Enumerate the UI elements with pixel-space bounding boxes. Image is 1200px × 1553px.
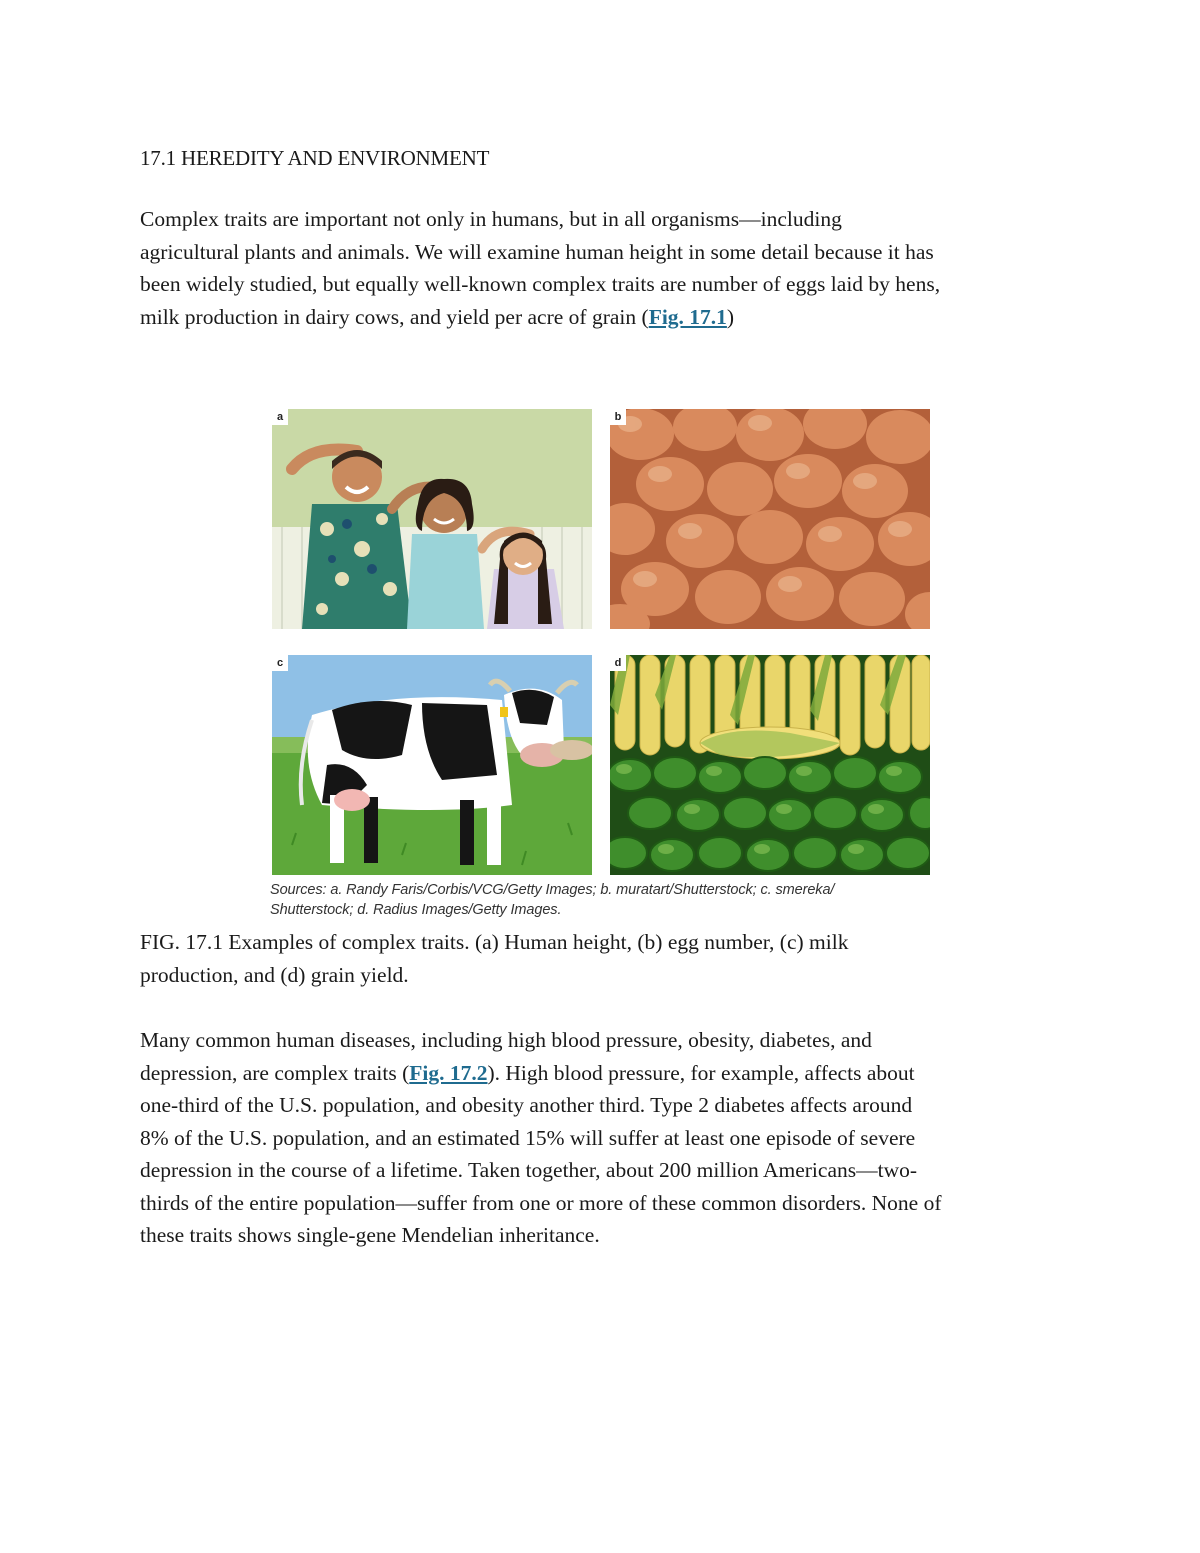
paragraph-line: 8% of the U.S. population, and an estimated 15% will suffer at least one episode of severe xyxy=(140,1125,916,1150)
figure-17-1 xyxy=(272,409,932,919)
paragraph-line: Many common human diseases, including high blood pressure, obesity, diabetes, and xyxy=(140,1028,872,1052)
section-heading: 17.1 HEREDITY AND ENVIRONMENT xyxy=(140,146,490,170)
paragraph-line: depression in the course of a lifetime. Taken together, about 200 million Americans—two- xyxy=(140,1158,918,1182)
paragraph-text: ). High blood pressure, for example, affects about xyxy=(487,1060,915,1085)
paragraph-line: one-third of the U.S. population, and obesity another third. Type 2 diabetes affects around xyxy=(140,1093,913,1117)
cow-illustration xyxy=(272,655,592,875)
caption-line: production, and (d) grain yield. xyxy=(140,962,409,987)
panel-d-corn-photo xyxy=(610,655,930,875)
paragraph-text: ) xyxy=(726,304,735,329)
panel-b-eggs-photo xyxy=(610,409,930,629)
paragraph-text: depression, are complex traits ( xyxy=(140,1060,410,1085)
caption-line: FIG. 17.1 Examples of complex traits. (a) Human height, (b) egg number, (c) milk xyxy=(140,930,849,954)
fig-17-1-link[interactable]: Fig. 17.1 xyxy=(648,304,727,329)
sources-line: Shutterstock; d. Radius Images/Getty Images. xyxy=(270,902,562,918)
panel-label: a xyxy=(272,409,288,425)
panel-label: d xyxy=(610,655,626,671)
sources-line: Sources: a. Randy Faris/Corbis/VCG/Getty Images; b. muratart/Shutterstock; c. smereka/ xyxy=(270,882,835,898)
figure-caption xyxy=(140,926,1070,991)
paragraph-line: thirds of the entire population—suffer from one or more of these common disorders. None of xyxy=(140,1190,942,1215)
figure-sources xyxy=(270,880,970,920)
paragraph-line: been widely studied, but equally well-known complex traits are number of eggs laid by hens, xyxy=(140,272,941,296)
paragraph-line-with-link xyxy=(140,301,1070,334)
paragraph-line: Complex traits are important not only in humans, but in all organisms—including xyxy=(140,207,842,231)
paragraph-text: milk production in dairy cows, and yield per acre of grain ( xyxy=(140,304,649,329)
panel-c-cow-photo xyxy=(272,655,592,875)
fig-17-2-link[interactable]: Fig. 17.2 xyxy=(409,1060,488,1085)
eggs-illustration xyxy=(610,409,930,629)
paragraph-line: these traits shows single-gene Mendelian inheritance. xyxy=(140,1223,600,1247)
paragraph-line-with-link xyxy=(140,1057,1070,1090)
corn-illustration xyxy=(610,655,930,875)
diseases-paragraph xyxy=(140,1024,1070,1252)
panel-a-children-photo xyxy=(272,409,592,629)
children-height-illustration xyxy=(272,409,592,629)
panel-label: b xyxy=(610,409,626,425)
panel-label: c xyxy=(272,655,288,671)
paragraph-line: agricultural plants and animals. We will examine human height in some detail because it has xyxy=(140,239,934,264)
intro-paragraph xyxy=(140,203,1070,333)
